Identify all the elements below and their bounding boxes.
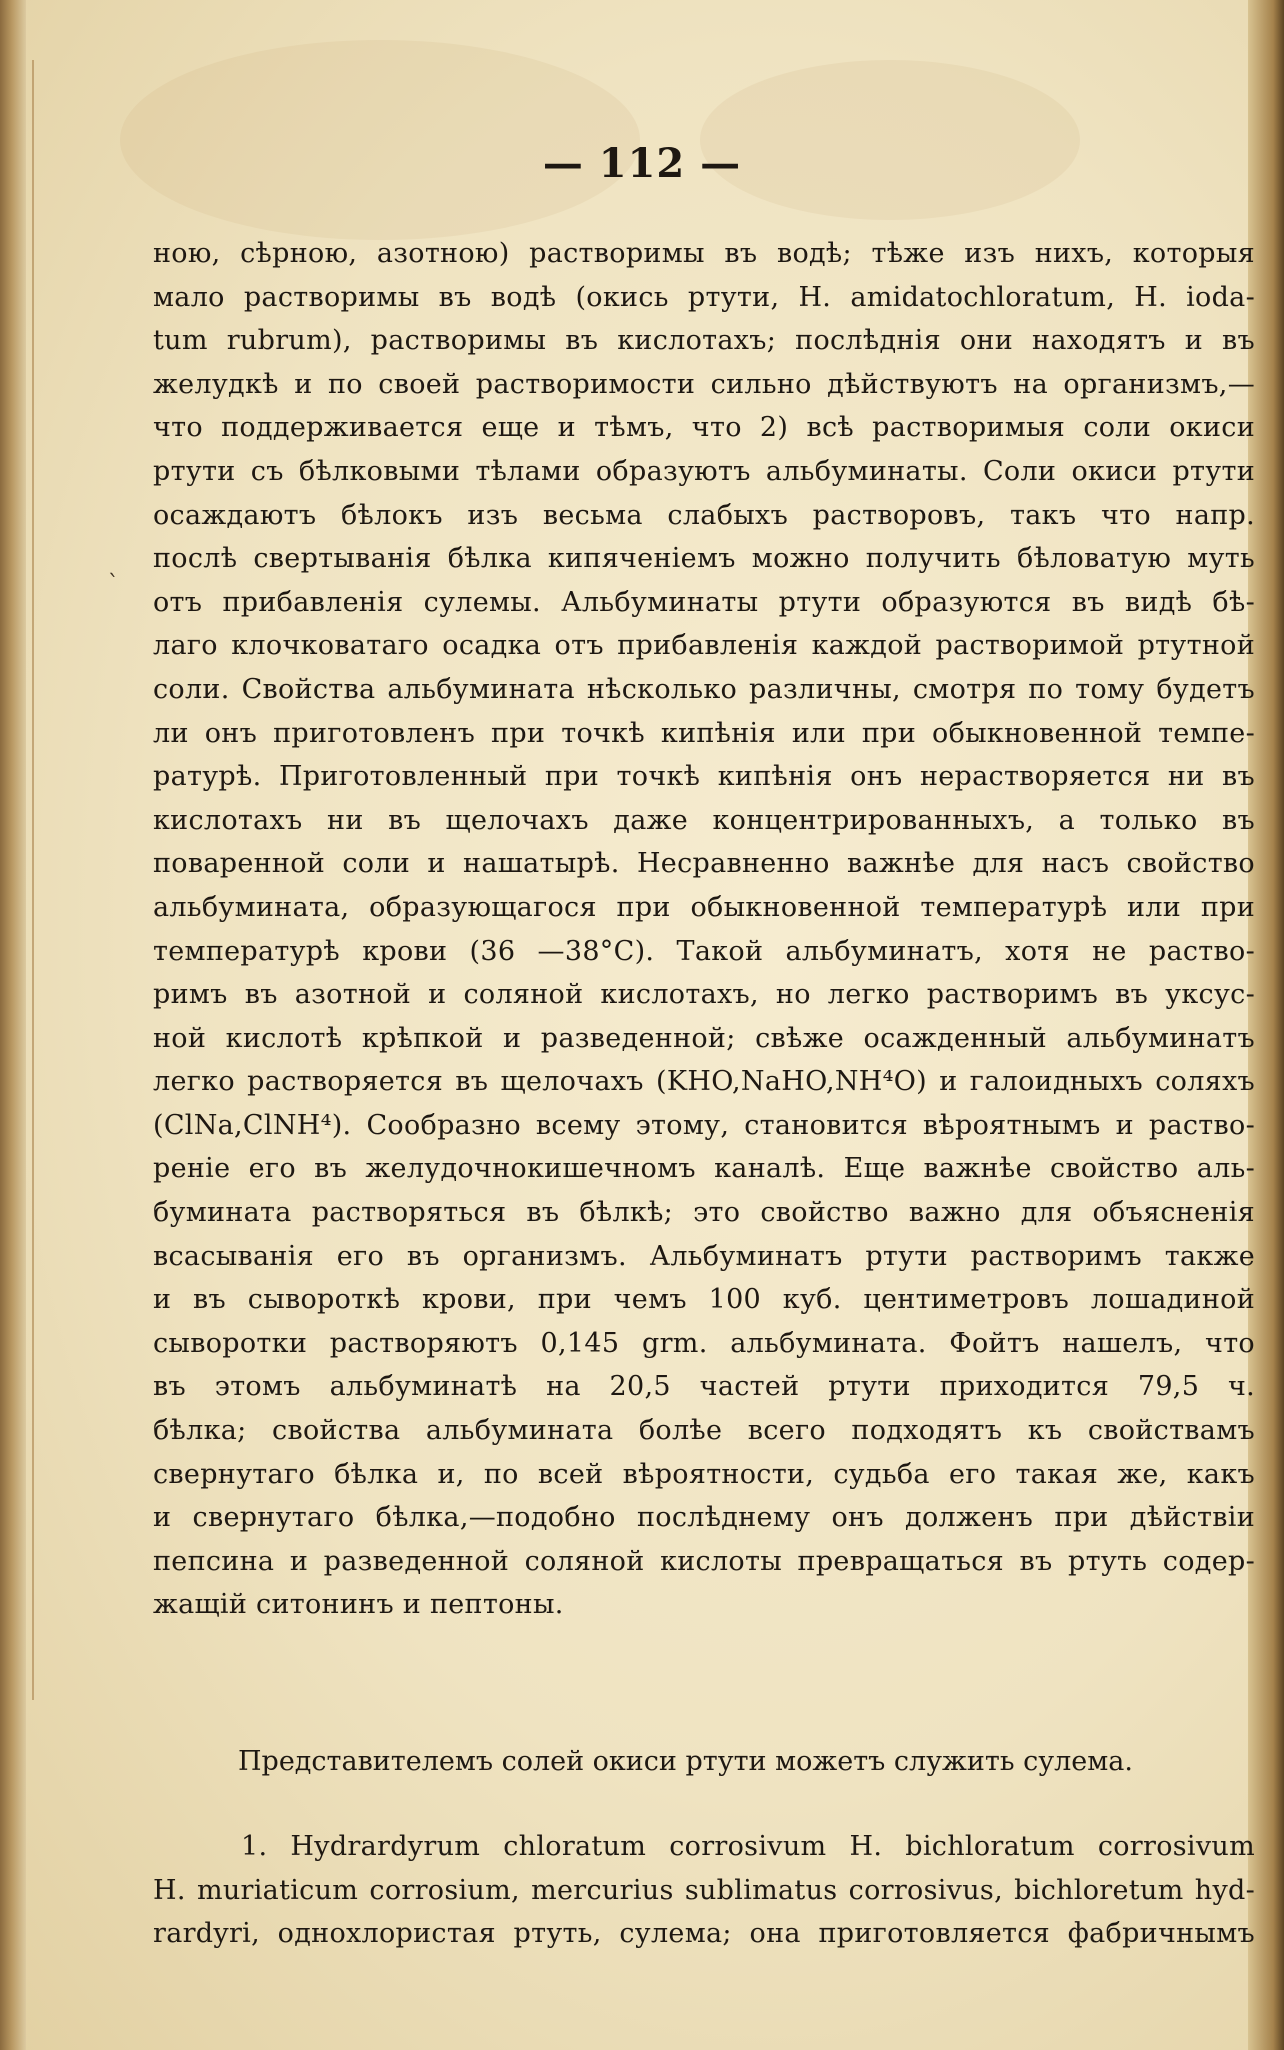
margin-mark: ˋ <box>108 572 119 597</box>
text-line: пепсина и разведенной соляной кислоты превращаться въ ртуть содер- <box>153 1545 1255 1577</box>
text-line: соли. Свойства альбумината нѣсколько различны, смотря по тому будетъ <box>153 673 1255 705</box>
section-line: 1. Hydrardyrum chloratum corrosivum H. bichloratum corrosivum <box>241 1831 1255 1862</box>
section-line: rardyri, однохлористая ртуть, сулема; она приготовляется фабричнымъ <box>153 1918 1255 1950</box>
text-line: осаждаютъ бѣлокъ изъ весьма слабыхъ растворовъ, такъ что напр. <box>153 499 1255 531</box>
body-text <box>153 232 1255 1627</box>
text-line: римъ въ азотной и соляной кислотахъ, но легко растворимъ въ уксус- <box>153 979 1255 1011</box>
text-line: ли онъ приготовленъ при точкѣ кипѣнія или при обыкновенной темпе- <box>153 717 1255 749</box>
text-line: сыворотки растворяютъ 0,145 grm. альбумината. Фойтъ нашелъ, что <box>153 1327 1255 1359</box>
text-line: поваренной соли и нашатырѣ. Несравненно важнѣе для насъ свойство <box>153 848 1255 880</box>
text-line: ртути съ бѣлковыми тѣлами образуютъ альбуминаты. Соли окиси ртути <box>153 455 1255 487</box>
text-line: что поддерживается еще и тѣмъ, что 2) всѣ растворимыя соли окиси <box>153 412 1255 444</box>
text-line: альбумината, образующагося при обыкновенной температурѣ или при <box>153 891 1255 923</box>
text-line: мало растворимы въ водѣ (окись ртути, H. amidatochloratum, H. ioda- <box>153 281 1255 313</box>
text-line: желудкѣ и по своей растворимости сильно дѣйствуютъ на организмъ,— <box>153 368 1255 400</box>
text-line: жащій ситонинъ и пептоны. <box>153 1589 564 1621</box>
text-line: послѣ свертыванія бѣлка кипяченіемъ можно получить бѣловатую муть <box>153 543 1255 575</box>
binding-edge-left <box>0 0 26 2050</box>
page-number: — 112 — <box>542 140 742 187</box>
text-line: ратурѣ. Приготовленный при точкѣ кипѣнія онъ нерастворяется ни въ <box>153 761 1255 793</box>
intro-sentence: Представителемъ солей окиси ртути можетъ служить сулема. <box>238 1746 1133 1777</box>
text-line: tum rubrum), растворимы въ кислотахъ; послѣднія они находятъ и въ <box>153 325 1255 357</box>
text-line: всасыванія его въ организмъ. Альбуминатъ ртути растворимъ также <box>153 1240 1255 1272</box>
text-line: отъ прибавленія сулемы. Альбуминаты ртути образуются въ видѣ бѣ- <box>153 586 1255 618</box>
section-line: H. muriaticum corrosium, mercurius sublimatus corrosivus, bichloretum hyd- <box>153 1874 1255 1906</box>
text-line: реніе его въ желудочнокишечномъ каналѣ. Еще важнѣе свойство аль- <box>153 1153 1255 1185</box>
text-line: бумината растворяться въ бѣлкѣ; это свойство важно для объясненія <box>153 1197 1255 1229</box>
text-line: бѣлка; свойства альбумината болѣе всего подходятъ къ свойствамъ <box>153 1415 1255 1447</box>
text-line: легко растворяется въ щелочахъ (KHO,NaHO,NH⁴O) и галоидныхъ соляхъ <box>153 1066 1255 1098</box>
text-line: кислотахъ ни въ щелочахъ даже концентрированныхъ, а только въ <box>153 804 1255 836</box>
page-margin-line <box>32 60 34 1700</box>
text-line: ною, сѣрною, азотною) растворимы въ водѣ; тѣже изъ нихъ, которыя <box>153 238 1255 269</box>
text-line: и въ сывороткѣ крови, при чемъ 100 куб. центиметровъ лошадиной <box>153 1284 1255 1316</box>
text-line: (ClNa,ClNH⁴). Сообразно всему этому, становится вѣроятнымъ и раство- <box>153 1109 1255 1141</box>
text-line: и свернутаго бѣлка,—подобно послѣднему онъ долженъ при дѣйствіи <box>153 1502 1255 1534</box>
section-hydrargyrum <box>153 1825 1255 1956</box>
text-line: лаго клочковатаго осадка отъ прибавленія каждой растворимой ртутной <box>153 630 1255 662</box>
text-line: температурѣ крови (36 —38°С). Такой альбуминатъ, хотя не раство- <box>153 935 1255 967</box>
text-line: ной кислотѣ крѣпкой и разведенной; свѣже осажденный альбуминатъ <box>153 1022 1255 1054</box>
text-line: въ этомъ альбуминатѣ на 20,5 частей ртути приходится 79,5 ч. <box>153 1371 1255 1403</box>
text-line: свернутаго бѣлка и, по всей вѣроятности, судьба его такая же, какъ <box>153 1458 1255 1490</box>
